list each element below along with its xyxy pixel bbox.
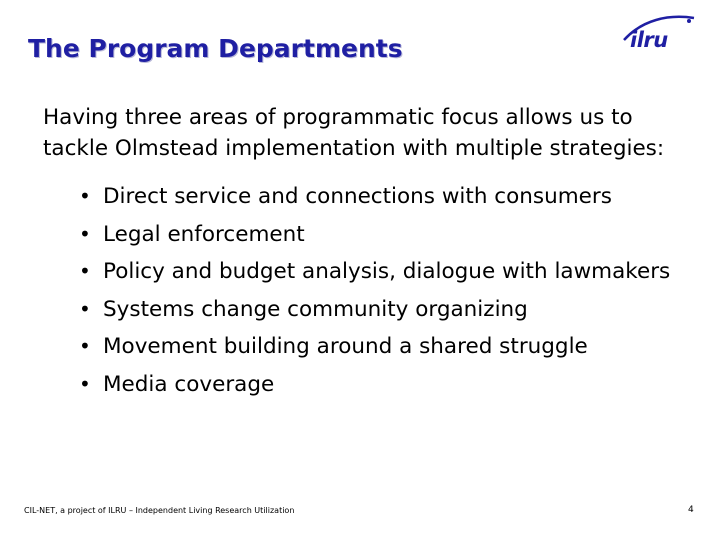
bullet-dot: •: [79, 259, 91, 283]
strategy-list: [0, 178, 720, 403]
list-item: [0, 366, 720, 404]
list-item-text: Media coverage: [103, 371, 275, 397]
intro-paragraph: [43, 102, 703, 164]
list-item-text: Policy and budget analysis, dialogue with lawmakers: [103, 259, 671, 284]
page-number: 4: [688, 505, 694, 515]
list-item: [0, 328, 720, 366]
logo-text: ilru: [630, 28, 668, 52]
bullet-dot: •: [79, 334, 91, 358]
list-item-text: Systems change community organizing: [103, 296, 528, 322]
bullet-dot: •: [79, 296, 91, 321]
list-item: [0, 253, 720, 291]
bullet-dot: •: [79, 221, 91, 246]
list-item-text: Movement building around a shared struggle: [103, 334, 588, 359]
intro-line: tackle Olmstead implementation with multiple strategies:: [43, 136, 665, 161]
ilru-logo: [616, 10, 696, 52]
list-item-text: Legal enforcement: [103, 221, 305, 247]
slide-title: The Program Departments: [28, 34, 403, 63]
list-item: [0, 216, 720, 254]
list-item: [0, 291, 720, 329]
intro-line: Having three areas of programmatic focus allows us to: [43, 105, 633, 130]
list-item: [0, 178, 720, 216]
bullet-dot: •: [79, 184, 91, 208]
bullet-dot: •: [79, 371, 91, 396]
list-item-text: Direct service and connections with consumers: [103, 184, 612, 209]
footer-text: CIL-NET, a project of ILRU – Independent Living Research Utilization: [24, 506, 295, 515]
